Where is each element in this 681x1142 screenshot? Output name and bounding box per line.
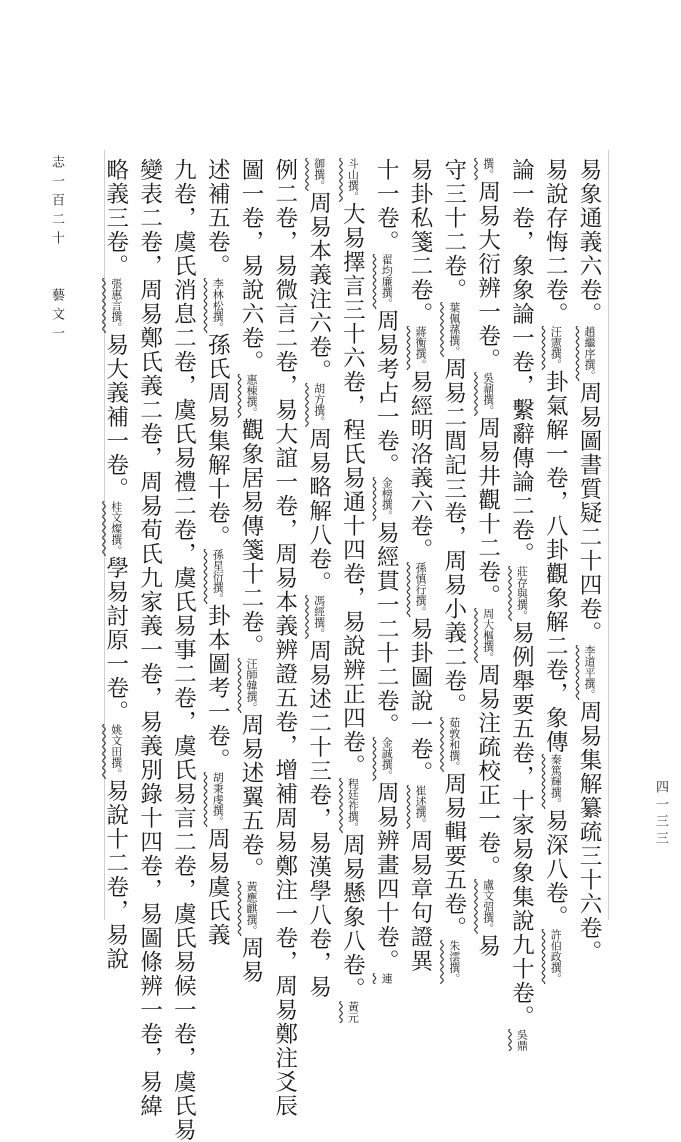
title-text: 周易懸象八卷。 [339,833,366,1001]
title-text: 周易章句證異 [407,829,433,973]
title-text: 易深八卷。 [542,809,569,929]
title-text: 九卷，虞氏消息二卷，虞氏易禮二卷，虞氏易事二卷，虞氏易言二卷，虞氏易候一卷，虞氏易 [170,158,197,1142]
title-text: 易經貫一二十二卷。 [373,521,400,737]
text-column [337,158,367,1023]
title-text: 周易二閭記三卷，周易小義二卷。 [440,357,467,717]
author-annotation: 吳鼐撰。 [481,372,495,416]
title-text: 變表二卷，周易鄭氏義二卷，周易荀氏九家義一卷，易義別錄十四卷，易圖條辨一卷，易緯 [136,158,163,1118]
title-text: 周易 [238,936,264,984]
author-annotation: 孫星衍撰。 [211,549,225,604]
title-text: 周易略解八卷。 [305,427,332,595]
title-text: 周易注疏校正一卷。 [474,663,501,879]
text-column [101,158,131,971]
title-text: 學易討原一卷。 [102,556,129,724]
title-text: 易卦私箋二卷。 [407,158,433,326]
title-text: 易卦圖說一卷。 [407,617,433,785]
title-text: 易說十二卷，易說 [102,779,129,971]
author-annotation: 趙繼序撰。 [583,326,596,381]
author-annotation: 朱澐撰。 [447,940,461,984]
author-annotation: 許伯政撰。 [549,929,563,984]
title-text: 易經明洛義六卷。 [407,370,433,562]
title-text: 述補五卷。 [204,158,231,278]
text-column [270,158,300,1118]
author-annotation: 孫慎行撰。 [414,562,427,617]
title-text: 守三十二卷。 [440,158,467,302]
title-text: 易 [474,934,501,958]
text-column [168,158,198,1142]
author-annotation: 蔣衡撰。 [414,326,427,370]
author-annotation: 金榜撰。 [380,477,394,521]
author-annotation: 李林松撰。 [211,278,225,333]
author-annotation: 黃元 [346,1001,360,1023]
title-text: 易大義補一卷。 [102,333,129,501]
text-column [574,158,604,964]
text-column [236,158,266,984]
title-text: 易象通義六卷。 [576,158,602,326]
text-column [304,158,334,999]
author-annotation: 葉佩蓀撰。 [447,302,461,357]
text-column [371,158,401,984]
title-text: 周易集解纂疏三十六卷。 [576,700,602,964]
author-annotation: 吳鼎 [515,1029,529,1051]
column-rule [608,150,609,920]
title-text: 周易圖書質疑二十四卷。 [576,381,602,645]
author-annotation: 馮經撰。 [312,595,326,639]
title-text: 孫氏周易集解十卷。 [204,333,231,549]
author-annotation: 崔述撰。 [414,785,427,829]
title-text: 易說存悔二卷。 [542,158,569,326]
author-annotation: 汪憲撰。 [549,326,563,370]
title-text: 圖一卷，易說六卷。 [238,158,264,374]
author-annotation: 秦篤輝撰。 [549,754,563,809]
title-text: 十一卷。 [373,158,400,254]
title-text: 易例舉要五卷，十家易象集說九十卷。 [508,621,535,1029]
title-text: 論一卷，象象論一卷，繫辭傳論二卷。 [508,158,535,566]
author-annotation: 金誠撰。 [380,737,394,781]
author-annotation: 撰。 [481,158,495,180]
running-head-section: 藝文一 [49,288,64,345]
page-number: 四一三三 [653,780,668,848]
title-text: 卦本圖考一卷。 [204,604,231,772]
title-text: 卦氣解一卷，八卦觀象解二卷，象傳 [542,370,569,754]
author-annotation: 連 [380,973,394,984]
title-text: 周易井觀十二卷。 [474,416,501,608]
title-text: 周易本義注六卷。 [305,191,332,383]
text-column [405,158,435,973]
title-text: 周易虞氏義 [204,827,231,947]
author-annotation: 桂文燦撰。 [109,501,123,556]
text-column [473,158,503,958]
text-column [202,158,232,947]
title-text: 周易述二十三卷，易漢學八卷，易 [305,639,332,999]
author-annotation: 周大樞撰。 [481,608,495,663]
title-text: 周易辨畫四十卷。 [373,781,400,973]
text-column [540,158,570,984]
title-text: 例二卷，易微言二卷，易大誼一卷，周易本義辨證五卷，增補周易鄭注一卷，周易鄭注爻辰 [271,158,298,1118]
title-text: 周易輯要五卷。 [440,772,467,940]
author-annotation: 翟均廉撰。 [380,254,394,309]
text-column [135,158,165,1118]
author-annotation: 張惠言撰。 [109,278,123,333]
author-annotation: 李道平撰。 [583,645,596,700]
author-annotation: 茹敦和撰。 [447,717,461,772]
author-annotation: 盧文弨撰。 [481,879,495,934]
author-annotation: 汪師韓撰。 [245,658,258,713]
title-text: 略義三卷。 [102,158,129,278]
running-head [44,155,66,345]
author-annotation: 姚文田撰。 [109,724,123,779]
title-text: 周易述翼五卷。 [238,713,264,881]
author-annotation: 御撰。 [312,158,326,191]
running-head-volume: 志一百二十 [49,155,64,250]
author-annotation: 程廷祚撰。 [346,778,360,833]
author-annotation: 斗山撰。 [346,158,360,202]
text-column [506,158,536,1051]
author-annotation: 莊存與撰。 [515,566,529,621]
title-text: 周易大衍辨一卷。 [474,180,501,372]
author-annotation: 胡秉虔撰。 [211,772,225,827]
author-annotation: 胡方撰。 [312,383,326,427]
title-text: 大易擇言三十六卷，程氏易通十四卷，易說辨正四卷。 [339,202,366,778]
title-text: 周易考占一卷。 [373,309,400,477]
author-annotation: 惠棟撰。 [245,374,258,418]
title-text: 觀象居易傳箋十二卷。 [238,418,264,658]
text-column [439,158,469,984]
author-annotation: 黃應麒撰。 [245,881,258,936]
